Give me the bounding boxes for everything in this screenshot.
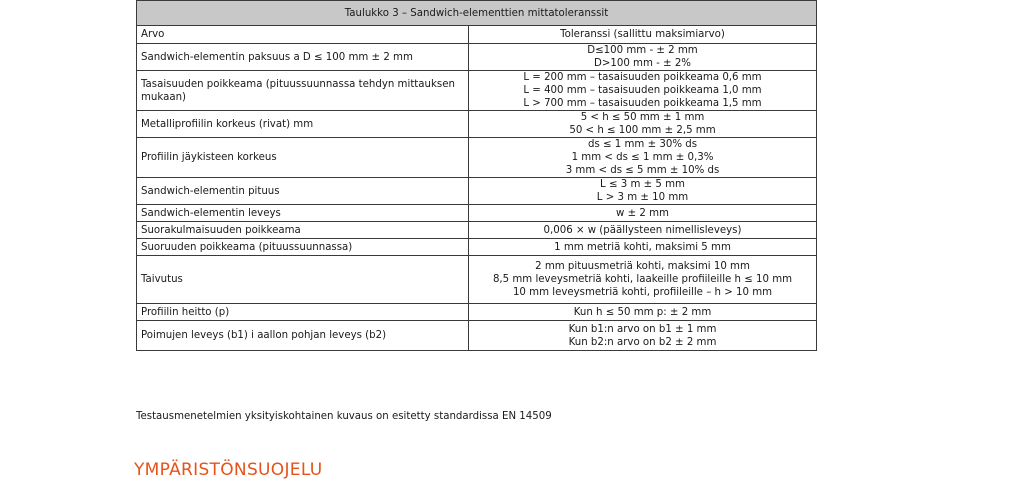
- tolerance-line: L > 700 mm – tasaisuuden poikkeama 1,5 mm: [523, 98, 762, 109]
- table-row: [137, 321, 817, 351]
- tolerance-cell: [469, 304, 817, 321]
- tolerance-line: Kun b2:n arvo on b2 ± 2 mm: [568, 336, 717, 348]
- parameter-cell: Sandwich-elementin pituus: [137, 178, 469, 205]
- parameter-cell: Taivutus: [137, 256, 469, 304]
- tolerance-line: 1 mm < ds ≤ 1 mm ± 0,3%: [571, 152, 714, 163]
- tolerance-cell: [469, 178, 817, 205]
- table-row: [137, 111, 817, 138]
- tolerance-cell: [469, 222, 817, 239]
- tolerance-line: L ≤ 3 m ± 5 mm: [600, 179, 685, 190]
- tolerance-cell: [469, 256, 817, 304]
- column-header-value: Arvo: [137, 26, 469, 44]
- table-row: [137, 205, 817, 222]
- table-row: [137, 44, 817, 71]
- tolerance-line: D>100 mm - ± 2%: [593, 58, 691, 69]
- parameter-cell: Tasaisuuden poikkeama (pituussuunnassa tehdyn mittauksen mukaan): [137, 71, 469, 111]
- tolerance-cell: [469, 321, 817, 351]
- parameter-cell: Suoruuden poikkeama (pituussuunnassa): [137, 239, 469, 256]
- column-header-tolerance: Toleranssi (sallittu maksimiarvo): [469, 26, 817, 44]
- parameter-cell: Profiilin heitto (p): [137, 304, 469, 321]
- tolerance-line: ds ≤ 1 mm ± 30% ds: [587, 139, 698, 150]
- tolerance-line: 5 < h ≤ 50 mm ± 1 mm: [580, 112, 705, 123]
- table-row: [137, 239, 817, 256]
- tolerance-cell: [469, 239, 817, 256]
- parameter-cell: Sandwich-elementin leveys: [137, 205, 469, 222]
- tolerance-line: 0,006 × w (päällysteen nimellisleveys): [543, 224, 742, 236]
- tolerance-line: L = 400 mm – tasaisuuden poikkeama 1,0 mm: [523, 85, 762, 96]
- tolerance-line: 50 < h ≤ 100 mm ± 2,5 mm: [569, 125, 716, 136]
- table-row: [137, 138, 817, 178]
- table-title: Taulukko 3 – Sandwich-elementtien mittatoleranssit: [137, 1, 817, 26]
- tolerance-line: 3 mm < ds ≤ 5 mm ± 10% ds: [565, 165, 720, 176]
- parameter-cell: Poimujen leveys (b1) i aallon pohjan leveys (b2): [137, 321, 469, 351]
- section-heading: YMPÄRISTÖNSUOJELU: [134, 460, 323, 480]
- table-body: [137, 44, 817, 351]
- footnote: Testausmenetelmien yksityiskohtainen kuvaus on esitetty standardissa EN 14509: [136, 411, 552, 422]
- table-row: [137, 178, 817, 205]
- tolerance-cell: [469, 71, 817, 111]
- tolerance-cell: [469, 111, 817, 138]
- tolerance-line: 8,5 mm leveysmetriä kohti, laakeille profiileille h ≤ 10 mm: [492, 274, 793, 285]
- table-row: [137, 256, 817, 304]
- table-row: [137, 71, 817, 111]
- table-row: [137, 304, 817, 321]
- tolerance-line: Kun h ≤ 50 mm p: ± 2 mm: [573, 306, 712, 318]
- parameter-cell: Suorakulmaisuuden poikkeama: [137, 222, 469, 239]
- tolerance-line: Kun b1:n arvo on b1 ± 1 mm: [568, 323, 717, 335]
- parameter-cell: Profiilin jäykisteen korkeus: [137, 138, 469, 178]
- tolerance-line: 10 mm leveysmetriä kohti, profiileille – h > 10 mm: [512, 287, 773, 298]
- tolerance-line: D≤100 mm - ± 2 mm: [587, 45, 698, 56]
- tolerance-line: L = 200 mm – tasaisuuden poikkeama 0,6 mm: [523, 72, 762, 83]
- parameter-cell: Sandwich-elementin paksuus a D ≤ 100 mm ± 2 mm: [137, 44, 469, 71]
- tolerance-line: 2 mm pituusmetriä kohti, maksimi 10 mm: [535, 261, 750, 272]
- tolerance-line: L > 3 m ± 10 mm: [596, 192, 689, 203]
- tolerance-line: 1 mm metriä kohti, maksimi 5 mm: [554, 241, 731, 253]
- tolerance-cell: [469, 44, 817, 71]
- tolerance-cell: [469, 205, 817, 222]
- tolerance-table: [136, 0, 817, 351]
- tolerance-line: w ± 2 mm: [616, 207, 669, 219]
- parameter-cell: Metalliprofiilin korkeus (rivat) mm: [137, 111, 469, 138]
- table-row: [137, 222, 817, 239]
- tolerance-cell: [469, 138, 817, 178]
